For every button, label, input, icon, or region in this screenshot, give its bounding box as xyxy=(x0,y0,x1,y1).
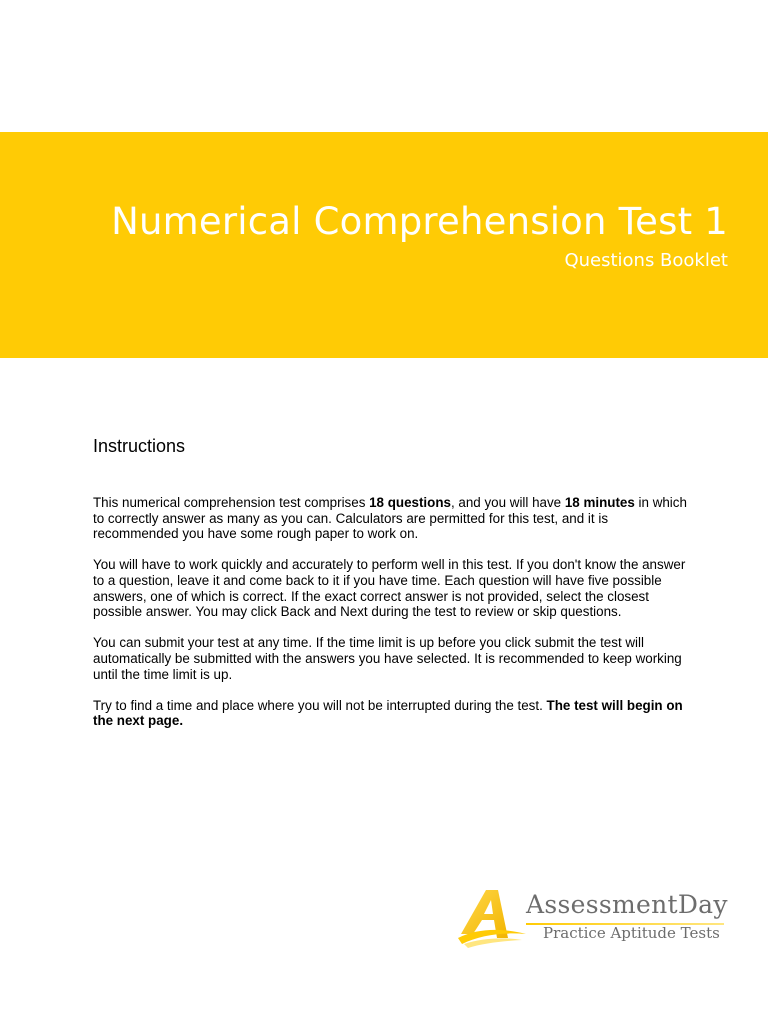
brand-name: AssessmentDay xyxy=(526,890,728,919)
instructions-paragraph-2: You will have to work quickly and accurately to perform well in this test. If you don't know the answer to a question, leave it and come back to it if you have time. Each question will have five possible answers, one of which is correct. If the exact correct answer is not provided, select the closest possible answer. You may click Back and Next during the test to review or skip questions. xyxy=(93,557,686,620)
assessmentday-logo xyxy=(456,888,746,948)
document-title: Numerical Comprehension Test 1 xyxy=(111,200,728,243)
instructions-paragraph-1 xyxy=(93,495,693,542)
instructions-body xyxy=(93,495,693,745)
question-count: 18 questions xyxy=(369,495,451,510)
p4-text-1: Try to find a time and place where you will not be interrupted during the test. xyxy=(93,697,547,713)
p1-text-3: in which to correctly answer as many as you can. Calculators are permitted for this test, and it is recommended you have some rough paper to work on. xyxy=(93,495,687,542)
p1-text-1: This numerical comprehension test comprises xyxy=(93,495,370,510)
instructions-paragraph-3: You can submit your test at any time. If the time limit is up before you click submit the test will automatically be submitted with the answers you have selected. It is recommended to keep working until the time limit is up. xyxy=(93,635,682,682)
assessmentday-a-logo-icon xyxy=(456,888,528,948)
instructions-heading: Instructions xyxy=(93,436,186,456)
document-subtitle: Questions Booklet xyxy=(564,250,728,271)
instructions-paragraph-4 xyxy=(93,698,693,729)
p1-text-2: , and you will have xyxy=(450,495,565,510)
time-limit: 18 minutes xyxy=(564,495,635,510)
brand-tagline: Practice Aptitude Tests xyxy=(543,924,720,942)
next-page-notice: The test will begin on the next page. xyxy=(93,697,683,729)
title-banner xyxy=(0,132,768,358)
